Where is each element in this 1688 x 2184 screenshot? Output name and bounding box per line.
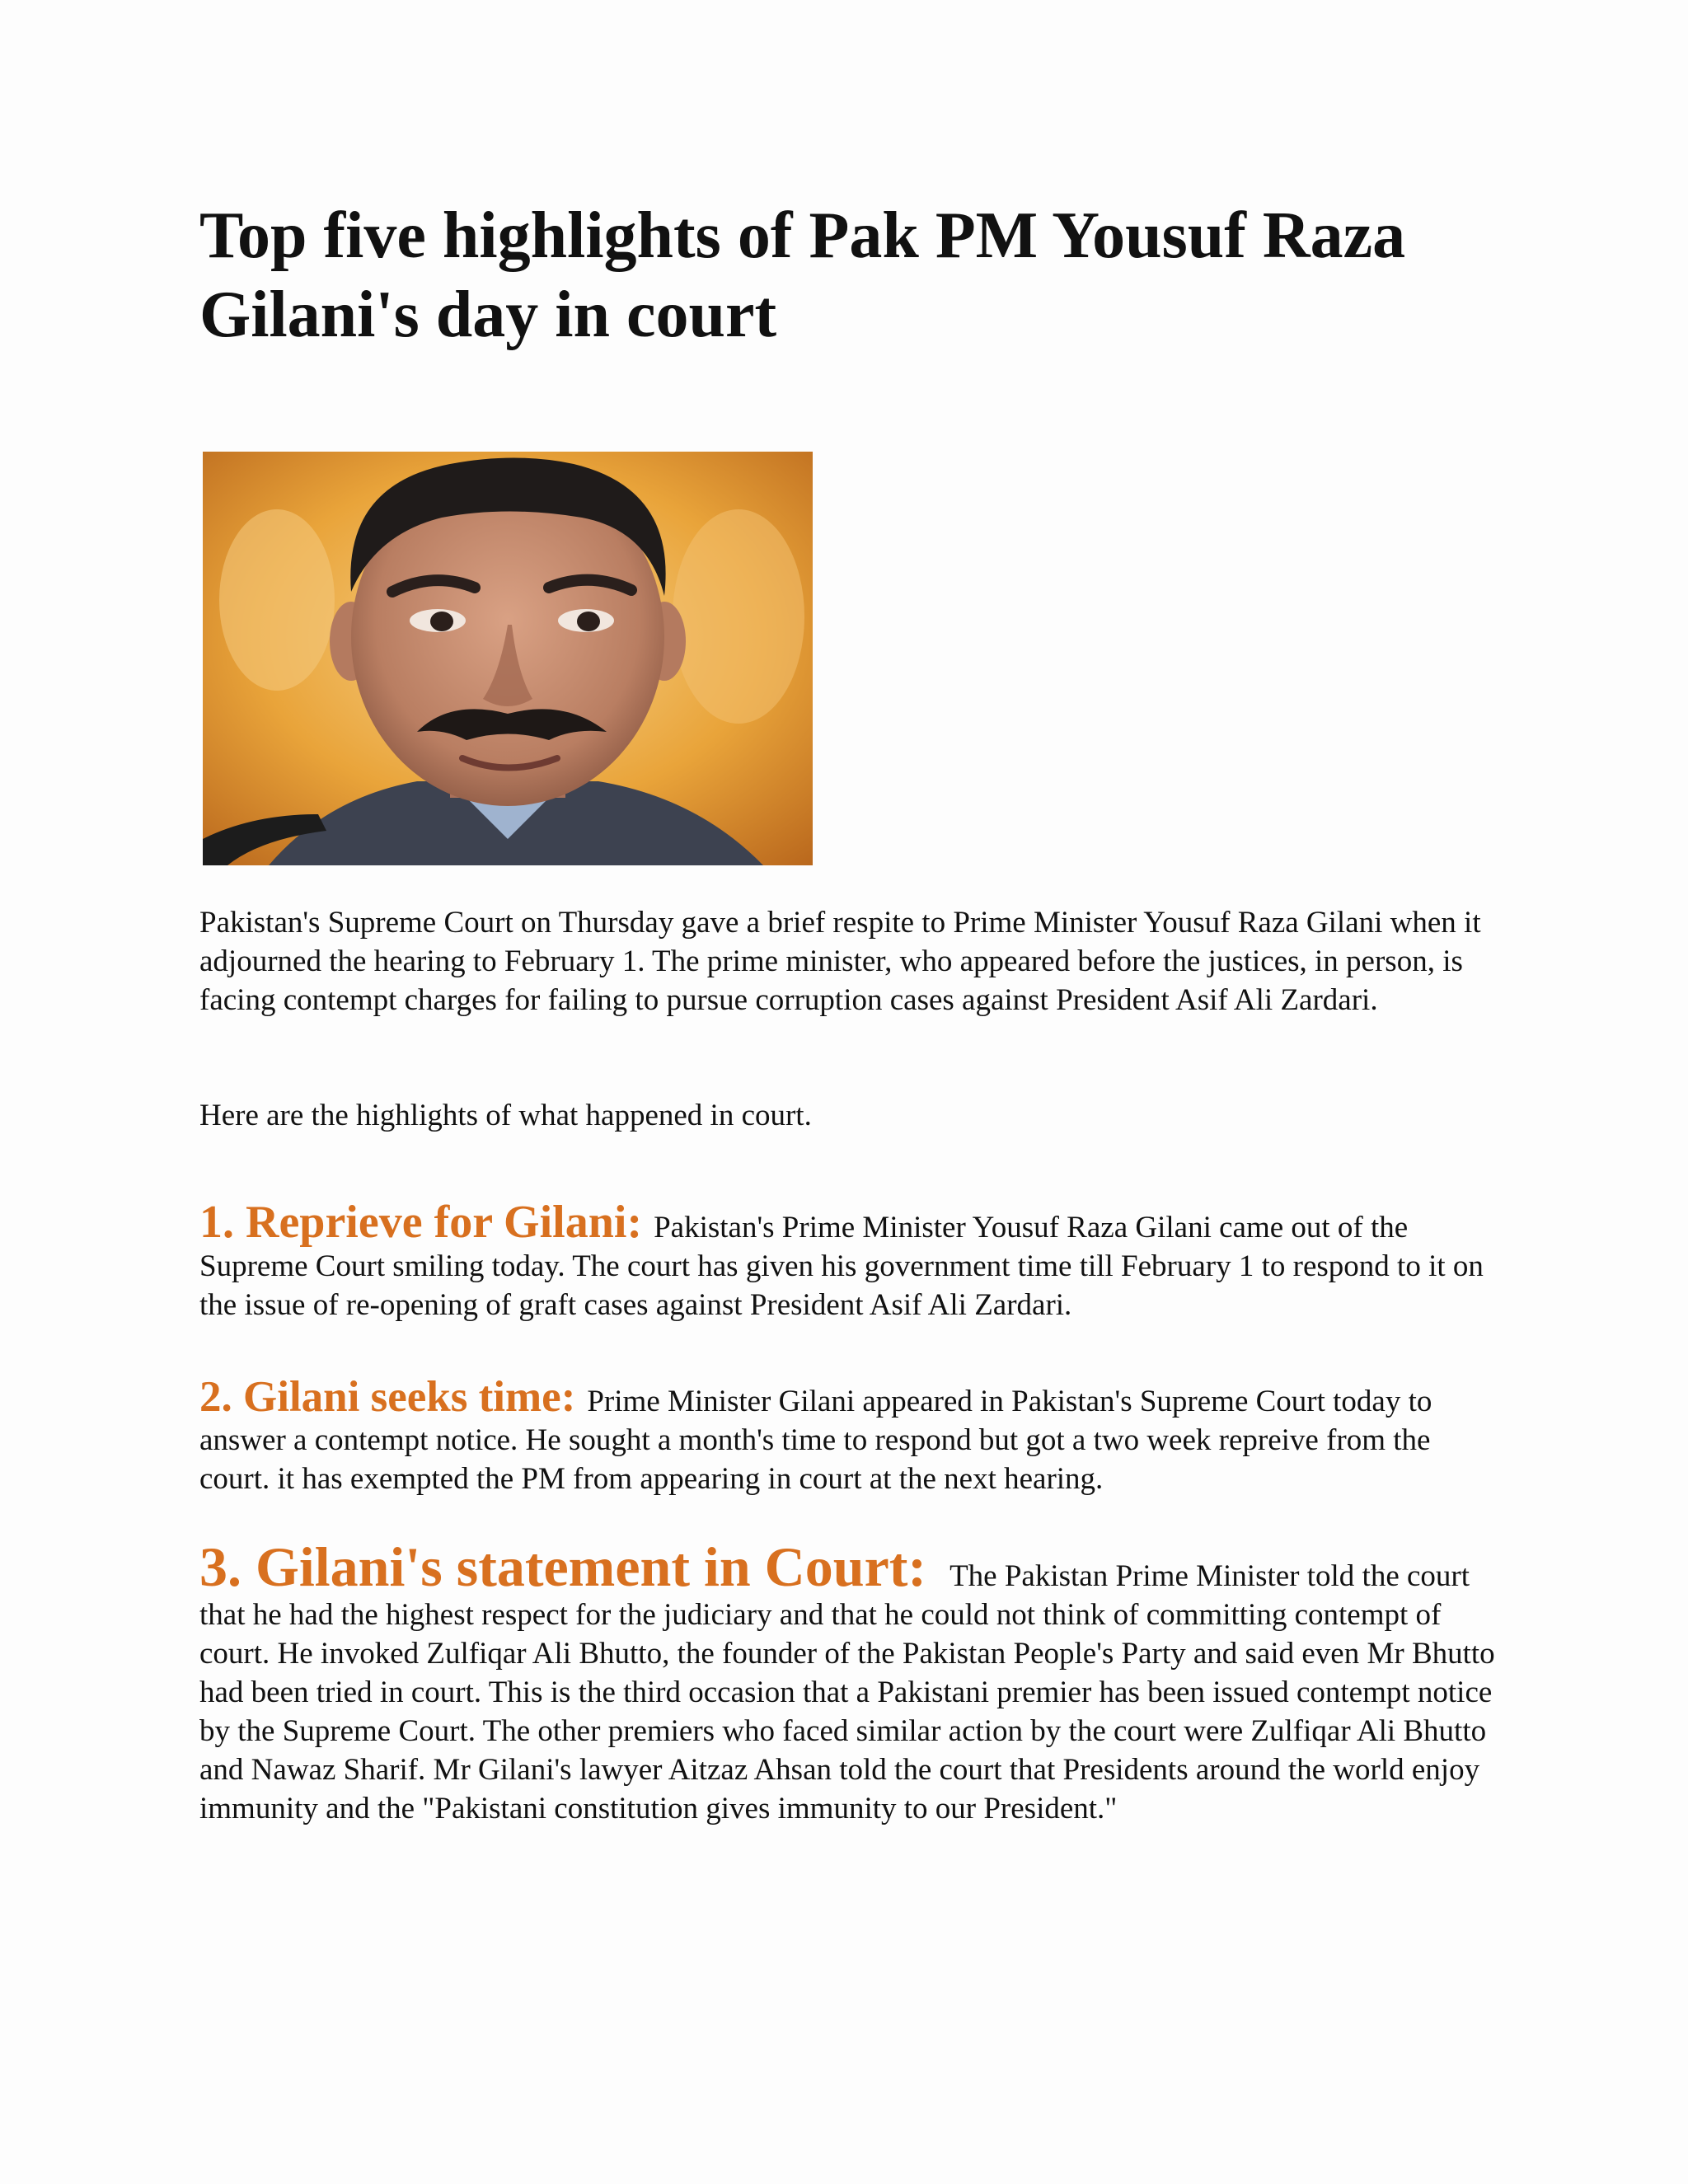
highlight-text: Prime Minister Gilani appeared in Pakistan's Supreme Court today to answer a contempt notice. He sought a month's time to respond but got a two week repreive from the court. it has exempted the PM from appearing in court at the next hearing. [199,1385,1432,1496]
highlight-item [199,1197,1502,1324]
highlight-item [199,1535,1502,1828]
article-photo [203,452,813,865]
highlight-heading: 1. Reprieve for Gilani: [199,1197,643,1248]
highlight-text: The Pakistan Prime Minister told the court that he had the highest respect for the judiciary and that he could not think of committing contempt of court. He invoked Zulfiqar Ali Bhutto, the founder of the Pakistan People's Party and said even Mr Bhutto had been tried in court. This is the third occasion that a Pakistani premier has been issued contempt notice by the Supreme Court. The other premiers who faced similar action by the court were Zulfiqar Ali Bhutto and Nawaz Sharif. Mr Gilani's lawyer Aitzaz Ahsan told the court that Presidents around the world enjoy immunity and the "Pakistani constitution gives immunity to our President." [199,1559,1495,1825]
highlight-item [199,1373,1502,1498]
highlight-heading: 3. Gilani's statement in Court: [199,1535,927,1598]
highlight-text: Pakistan's Prime Minister Yousuf Raza Gilani came out of the Supreme Court smiling today. The court has given his government time till February 1 to respond to it on the issue of re-opening of graft cases against President Asif Ali Zardari. [199,1211,1484,1322]
article-title: Top five highlights of Pak PM Yousuf Raza Gilani's day in court [199,199,1406,351]
highlight-heading: 2. Gilani seeks time: [199,1373,576,1421]
lead-in-paragraph: Here are the highlights of what happened in court. [199,1099,812,1132]
intro-paragraph: Pakistan's Supreme Court on Thursday gave a brief respite to Prime Minister Yousuf Raza Gilani when it adjourned the hearing to February 1. The prime minister, who appeared before the justices, in person, is facing contempt charges for failing to pursue corruption cases against President Asif Ali Zardari. [199,906,1481,1017]
